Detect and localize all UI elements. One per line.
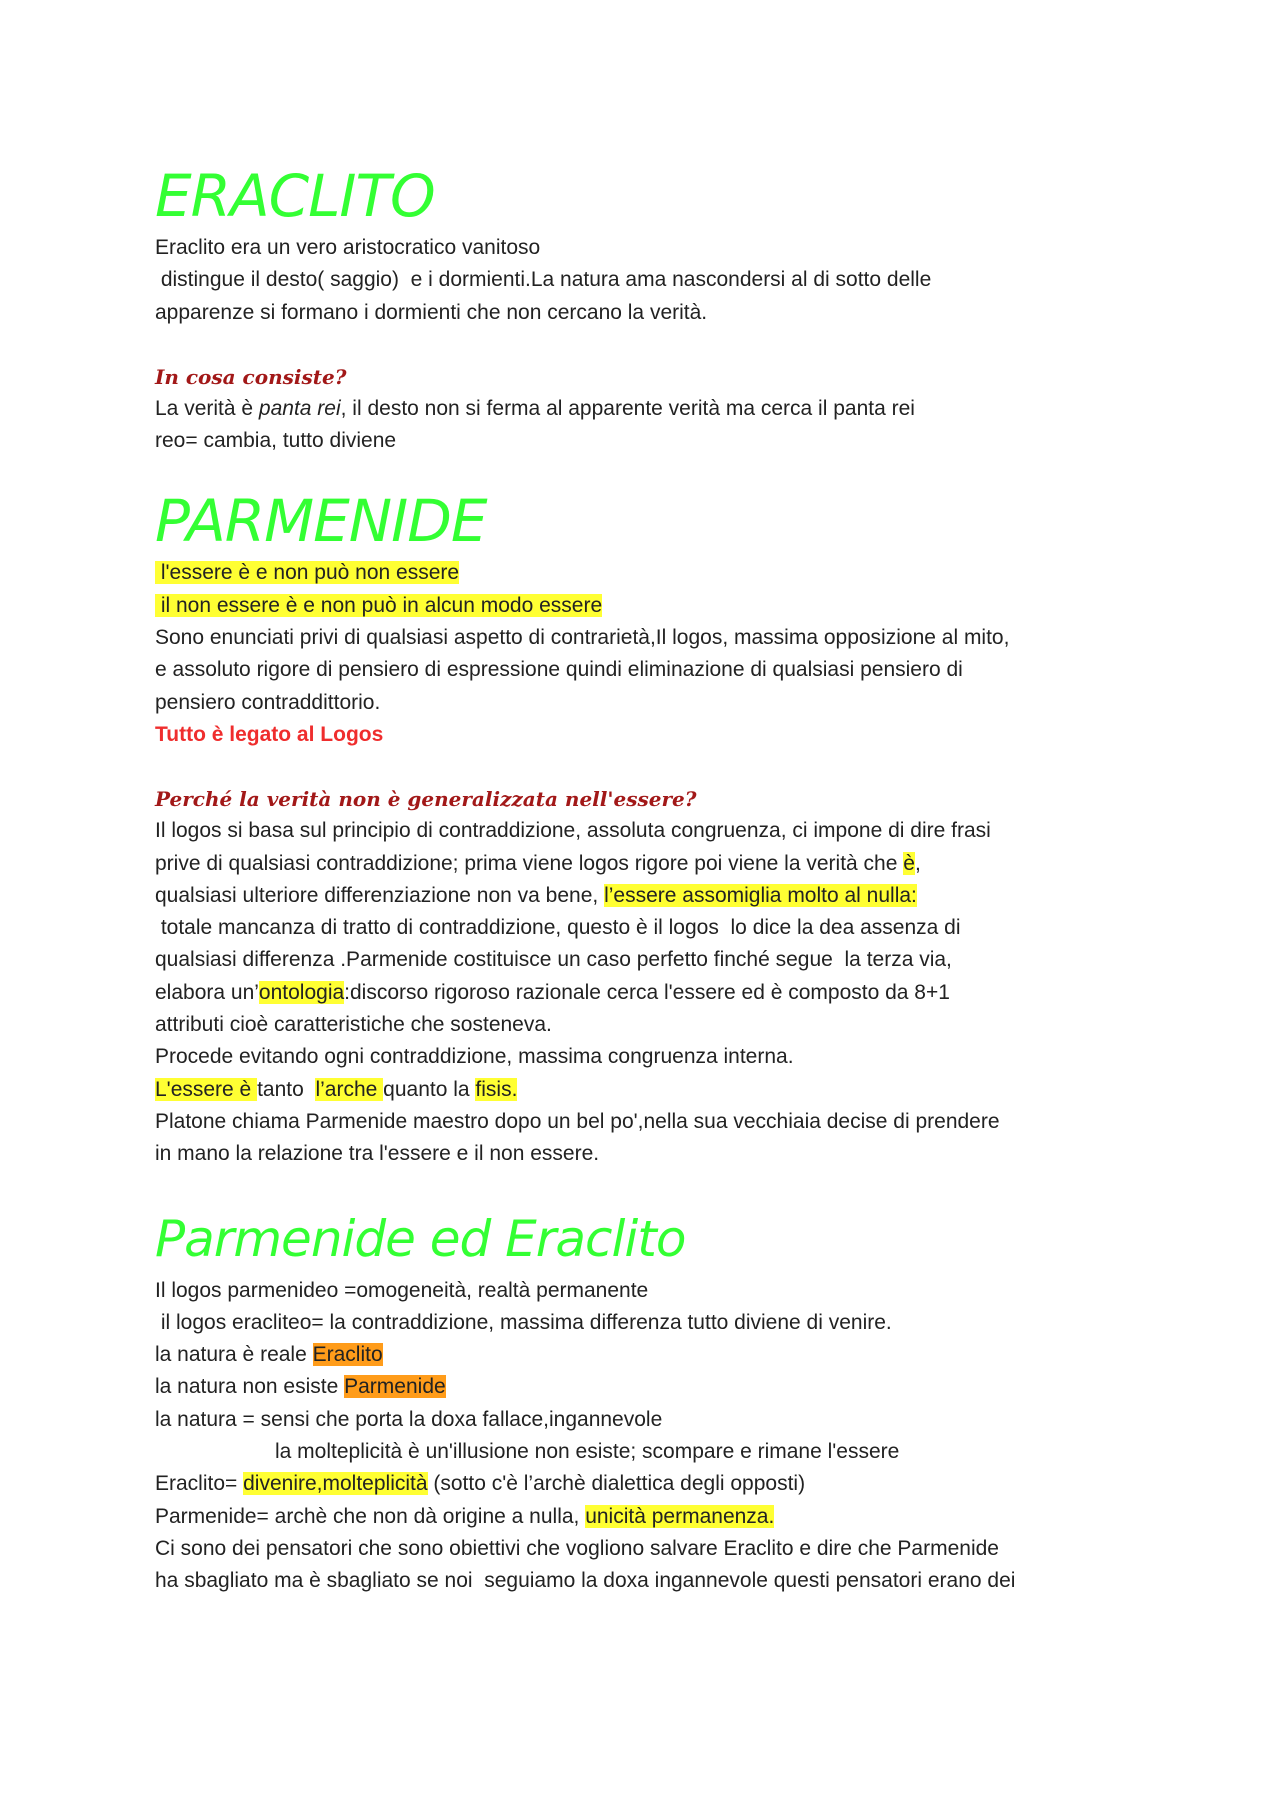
heading-parmenide: PARMENIDE (155, 487, 487, 556)
text-fragment: , (914, 851, 921, 875)
text-line: Platone chiama Parmenide maestro dopo un bel po',nella sua vecchiaia decise di prendere (155, 1109, 1000, 1133)
text-line: la natura = sensi che porta la doxa fallace,ingannevole (155, 1407, 663, 1431)
text-line: Il logos parmenideo =omogeneità, realtà permanente (155, 1278, 649, 1302)
highlight: il non essere è e non può in alcun modo essere (155, 593, 603, 617)
text-fragment: la natura è reale (155, 1343, 313, 1367)
orange-highlight: Eraclito (312, 1343, 383, 1367)
text-line: distingue il desto( saggio) e i dormienti.La natura ama nascondersi al di sotto delle (155, 268, 932, 292)
text-fragment: (sotto c'è l’archè dialettica degli opposti) (427, 1472, 806, 1496)
highlight: divenire,molteplicità (243, 1472, 428, 1496)
document-content (155, 160, 1155, 1598)
text-line: apparenze si formano i dormienti che non cercano la verità. (155, 300, 708, 324)
spacer (155, 457, 1155, 485)
heading-eraclito: ERACLITO (155, 162, 435, 230)
italic-panta-rei: panta rei (258, 396, 341, 420)
text-line: totale mancanza di tratto di contraddizione, questo è il logos lo dice la dea assenza di (155, 916, 961, 940)
highlight: ontologia (258, 980, 345, 1004)
orange-highlight: Parmenide (344, 1375, 446, 1399)
text-line (155, 1339, 1155, 1371)
text-fragment: :discorso rigoroso razionale cerca l'essere ed è composto da 8+1 (344, 980, 950, 1004)
text-line (155, 977, 1155, 1009)
text-line (155, 590, 1155, 622)
highlight: fisis. (475, 1077, 518, 1101)
text-fragment: qualsiasi ulteriore differenziazione non va bene, (155, 883, 605, 907)
heading-parmenide-ed-eraclito: Parmenide ed Eraclito (155, 1209, 686, 1268)
text-line (155, 1501, 1155, 1533)
subheading-perche-la-verita: Perché la verità non è generalizzata nell'essere? (155, 787, 697, 812)
highlight: l'essere è e non può non essere (155, 561, 460, 585)
text-fragment: tanto (257, 1077, 316, 1101)
highlight: unicità permanenza. (585, 1504, 775, 1528)
text-line (155, 1371, 1155, 1403)
spacer (155, 1171, 1155, 1203)
text-fragment: Eraclito= (155, 1472, 244, 1496)
text-line: Il logos si basa sul principio di contraddizione, assoluta congruenza, ci impone di dire frasi (155, 819, 991, 843)
spacer (155, 329, 1155, 361)
text-line (155, 848, 1155, 880)
text-fragment: quanto la (383, 1077, 476, 1101)
text-line: e assoluto rigore di pensiero di espressione quindi eliminazione di qualsiasi pensiero di (155, 658, 963, 682)
text-fragment: La verità è (155, 396, 259, 420)
highlight: è (903, 851, 915, 875)
text-fragment: elabora un’ (155, 980, 259, 1004)
text-fragment: prive di qualsiasi contraddizione; prima viene logos rigore poi viene la verità che (155, 851, 904, 875)
text-line (155, 1074, 1155, 1106)
text-line: reo= cambia, tutto diviene (155, 429, 397, 453)
text-line: attributi cioè caratteristiche che sosteneva. (155, 1013, 552, 1037)
text-line: in mano la relazione tra l'essere e il non essere. (155, 1142, 600, 1166)
text-line: Sono enunciati privi di qualsiasi aspetto di contrarietà,Il logos, massima opposizione al mito, (155, 626, 1010, 650)
text-line: il logos eracliteo= la contraddizione, massima differenza tutto diviene di venire. (155, 1310, 892, 1334)
text-line: Ci sono dei pensatori che sono obiettivi che vogliono salvare Eraclito e dire che Parmenide (155, 1536, 999, 1560)
highlight: l’essere assomiglia molto al nulla: (604, 883, 917, 907)
highlight: l’arche (315, 1077, 384, 1101)
text-line: qualsiasi differenza .Parmenide costituisce un caso perfetto finché segue la terza via, (155, 948, 952, 972)
text-line: Eraclito era un vero aristocratico vanitoso (155, 236, 541, 259)
text-fragment: Parmenide= archè che non dà origine a nulla, (155, 1504, 586, 1528)
text-line-indented: la molteplicità è un'illusione non esiste; scompare e rimane l'essere (275, 1440, 900, 1464)
text-fragment: la natura non esiste (155, 1375, 345, 1399)
text-line (155, 1468, 1155, 1500)
red-emphasis-line: Tutto è legato al Logos (155, 722, 384, 746)
text-line (155, 880, 1155, 912)
subheading-in-cosa-consiste: In cosa consiste? (155, 364, 347, 389)
text-line (155, 557, 1155, 589)
highlight: L'essere è (155, 1077, 258, 1101)
text-fragment: , il desto non si ferma al apparente verità ma cerca il panta rei (340, 396, 915, 420)
text-line (155, 393, 1155, 425)
spacer (155, 751, 1155, 783)
text-line: ha sbagliato ma è sbagliato se noi seguiamo la doxa ingannevole questi pensatori erano dei (155, 1569, 1016, 1593)
text-line: Procede evitando ogni contraddizione, massima congruenza interna. (155, 1045, 794, 1069)
text-line: pensiero contraddittorio. (155, 690, 381, 714)
